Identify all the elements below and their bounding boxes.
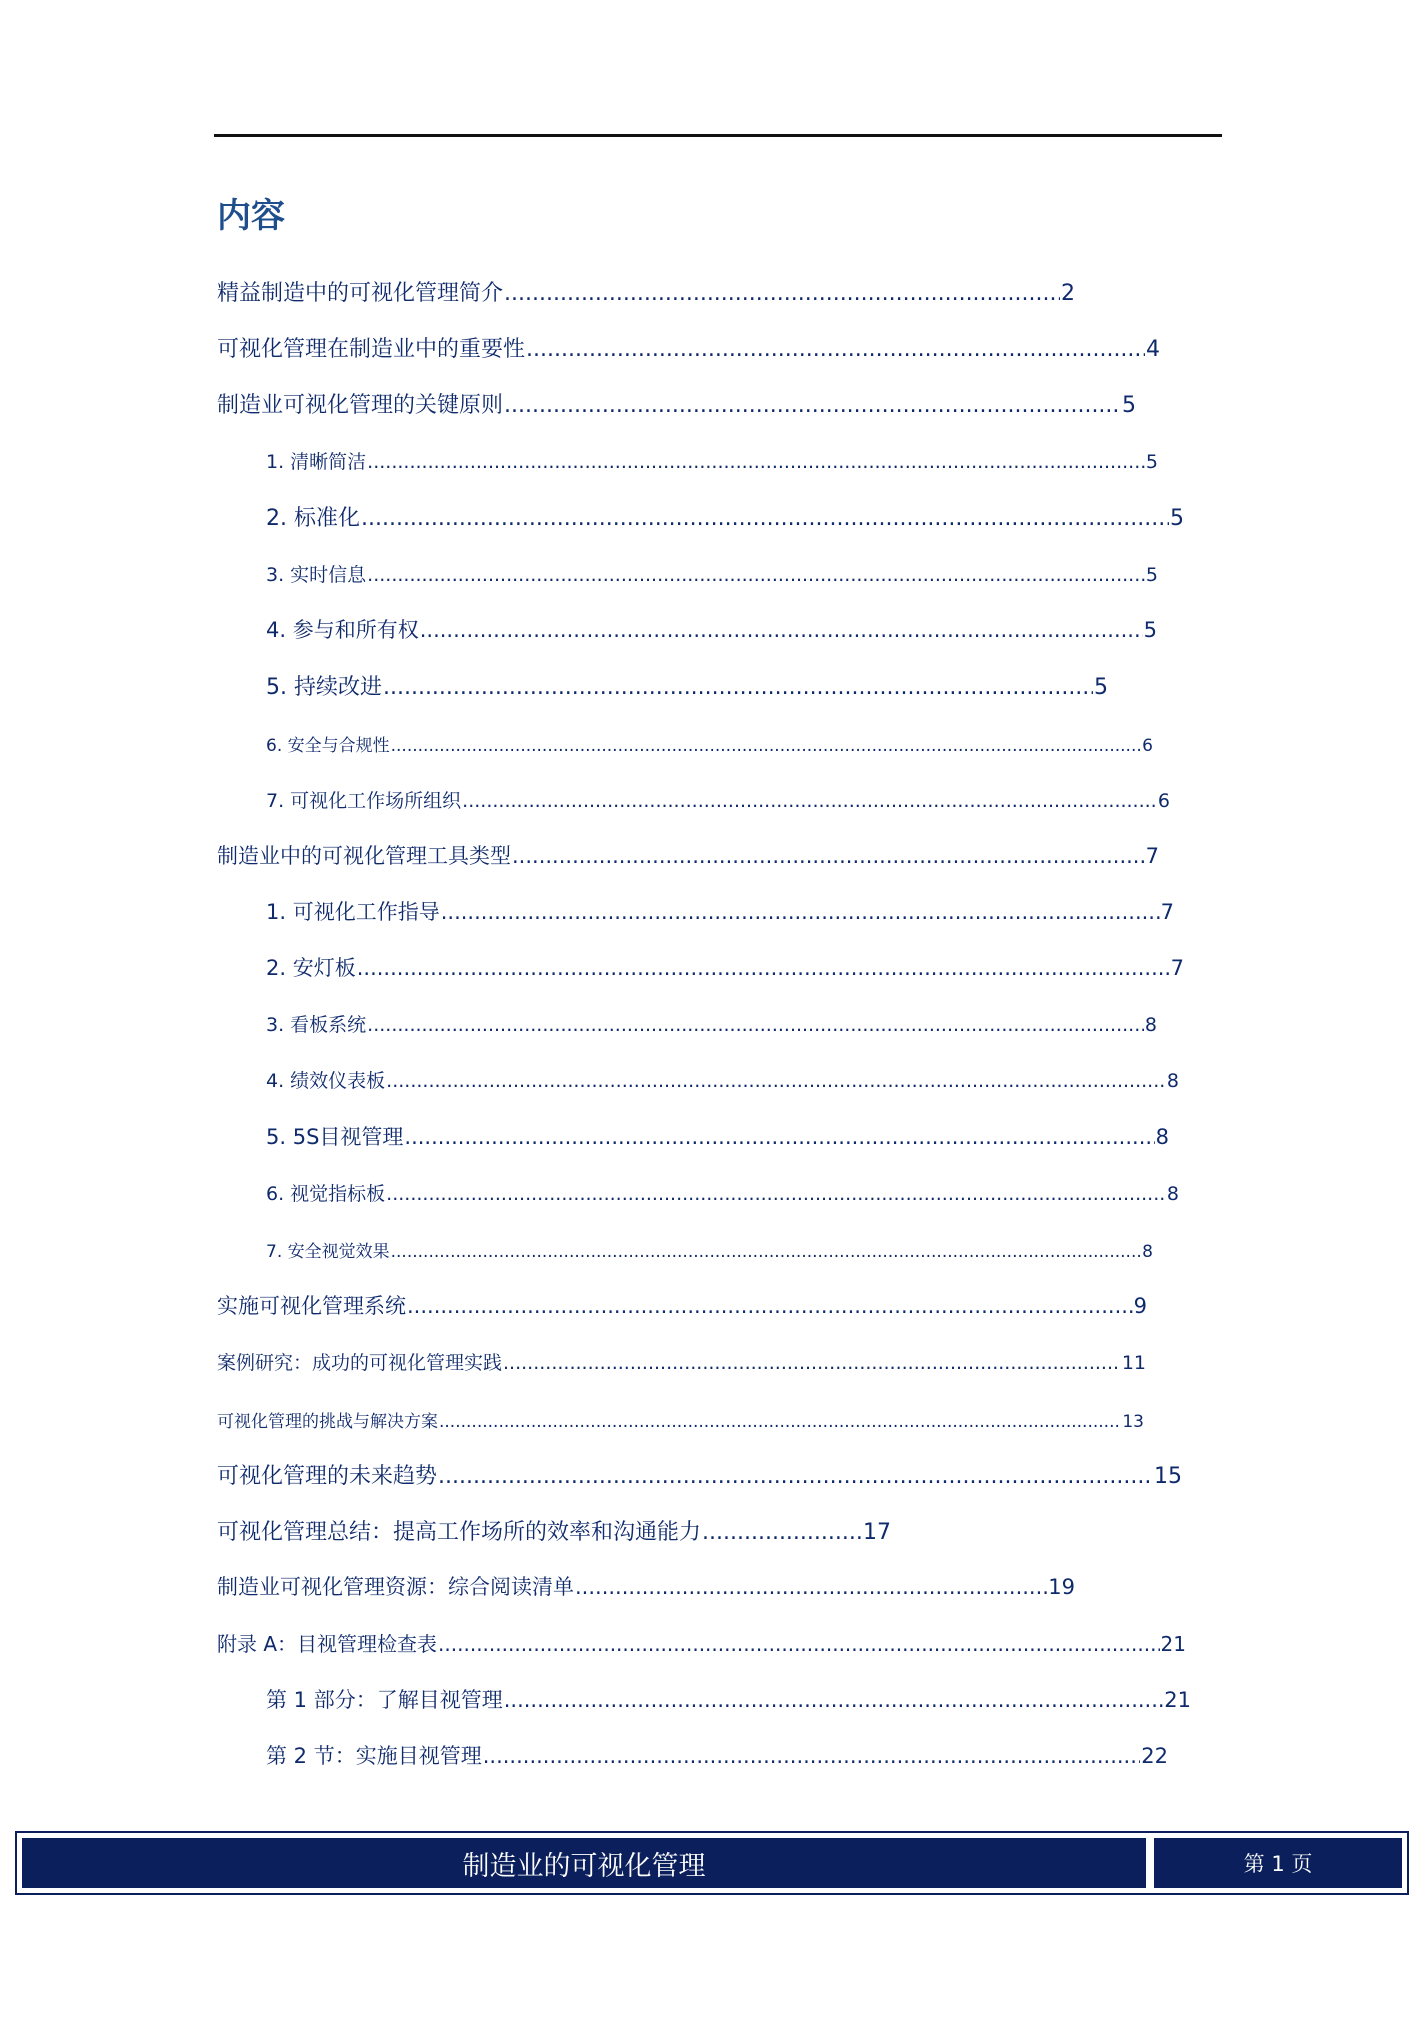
toc-entry-label: 3. 实时信息 bbox=[266, 564, 367, 586]
toc-entry-label: 制造业可视化管理资源：综合阅读清单 bbox=[217, 1575, 574, 1599]
toc-entry-label: 1. 清晰简洁 bbox=[266, 451, 367, 473]
toc-entry[interactable] bbox=[217, 276, 1075, 307]
toc-leader-dots bbox=[438, 1464, 1153, 1489]
toc-entry-page: 11 bbox=[1121, 1352, 1146, 1374]
toc-entry-label: 实施可视化管理系统 bbox=[217, 1294, 406, 1318]
toc-entry-page: 8 bbox=[1144, 1014, 1157, 1036]
toc-leader-dots bbox=[702, 1520, 862, 1545]
toc-entry-page: 21 bbox=[1164, 1688, 1191, 1712]
toc-leader-dots bbox=[357, 956, 1170, 980]
toc-entry[interactable] bbox=[266, 1010, 1157, 1037]
toc-entry-page: 4 bbox=[1146, 337, 1160, 362]
toc-entry-label: 5. 5S目视管理 bbox=[266, 1125, 404, 1149]
toc-entry-label: 制造业可视化管理的关键原则 bbox=[217, 393, 504, 418]
toc-entry-page: 15 bbox=[1154, 1464, 1182, 1489]
toc-entry-page: 19 bbox=[1048, 1575, 1075, 1599]
toc-entry[interactable] bbox=[217, 1290, 1147, 1320]
toc-entry-page: 8 bbox=[1142, 1242, 1153, 1262]
toc-leader-dots bbox=[512, 844, 1145, 868]
toc-entry[interactable] bbox=[266, 896, 1174, 926]
toc-entry-label: 2. 标准化 bbox=[266, 506, 360, 531]
toc-entry-label: 6. 视觉指标板 bbox=[266, 1183, 386, 1205]
toc-entry-label: 案例研究：成功的可视化管理实践 bbox=[217, 1352, 503, 1374]
toc-entry-label: 第 1 部分：了解目视管理 bbox=[266, 1688, 503, 1712]
toc-entry[interactable] bbox=[266, 1066, 1179, 1093]
toc-entry-label: 7. 安全视觉效果 bbox=[266, 1242, 390, 1262]
toc-entry[interactable] bbox=[266, 1684, 1191, 1714]
toc-leader-dots bbox=[504, 281, 1060, 306]
toc-entry-label: 2. 安灯板 bbox=[266, 956, 356, 980]
toc-entry[interactable] bbox=[217, 1571, 1075, 1601]
footer-title: 制造业的可视化管理 bbox=[22, 1838, 1146, 1888]
toc-entry-page: 7 bbox=[1145, 844, 1159, 868]
toc-leader-dots bbox=[407, 1294, 1133, 1318]
toc-leader-dots bbox=[503, 1352, 1121, 1374]
toc-leader-dots bbox=[386, 1183, 1166, 1205]
toc-leader-dots bbox=[404, 1125, 1154, 1149]
toc-entry[interactable] bbox=[217, 840, 1159, 870]
toc-entry-page: 7 bbox=[1170, 956, 1184, 980]
toc-entry[interactable] bbox=[217, 1459, 1182, 1490]
toc-leader-dots bbox=[575, 1575, 1047, 1599]
toc-entry-page: 8 bbox=[1166, 1183, 1179, 1205]
toc-leader-dots bbox=[391, 736, 1142, 756]
toc-entry-label: 可视化管理的挑战与解决方案 bbox=[217, 1412, 438, 1432]
toc-entry-page: 6 bbox=[1157, 790, 1170, 812]
toc-entry-label: 6. 安全与合规性 bbox=[266, 736, 390, 756]
toc-leader-dots bbox=[420, 618, 1143, 642]
toc-entry[interactable] bbox=[266, 670, 1108, 701]
toc-entry-page: 8 bbox=[1166, 1070, 1179, 1092]
toc-entry[interactable] bbox=[217, 1628, 1186, 1657]
toc-entry-label: 可视化管理在制造业中的重要性 bbox=[217, 337, 526, 362]
toc-entry[interactable] bbox=[217, 332, 1160, 363]
toc-entry-label: 制造业中的可视化管理工具类型 bbox=[217, 844, 511, 868]
toc-entry-page: 6 bbox=[1142, 736, 1153, 756]
toc-leader-dots bbox=[386, 1070, 1166, 1092]
toc-entry-page: 9 bbox=[1133, 1294, 1147, 1318]
toc-entry-page: 5 bbox=[1122, 393, 1136, 418]
toc-leader-dots bbox=[504, 393, 1121, 418]
toc-entry-page: 5 bbox=[1094, 675, 1108, 700]
toc-entry-page: 5 bbox=[1145, 564, 1158, 586]
toc-entry[interactable] bbox=[266, 447, 1158, 474]
toc-leader-dots bbox=[441, 900, 1160, 924]
toc-entry-label: 可视化管理总结：提高工作场所的效率和沟通能力 bbox=[217, 1520, 702, 1545]
toc-leader-dots bbox=[504, 1688, 1164, 1712]
toc-entry-label: 附录 A：目视管理检查表 bbox=[217, 1632, 438, 1656]
toc-leader-dots bbox=[361, 506, 1169, 531]
toc-entry[interactable] bbox=[266, 1237, 1153, 1262]
toc-entry[interactable] bbox=[266, 952, 1184, 982]
toc-entry[interactable] bbox=[266, 1121, 1169, 1151]
toc-entry[interactable] bbox=[266, 786, 1170, 813]
toc-entry-page: 2 bbox=[1061, 281, 1075, 306]
toc-leader-dots bbox=[462, 790, 1157, 812]
toc-entry[interactable] bbox=[266, 560, 1158, 587]
toc-entry-label: 1. 可视化工作指导 bbox=[266, 900, 440, 924]
toc-entry[interactable] bbox=[266, 614, 1157, 644]
toc-leader-dots bbox=[439, 1412, 1121, 1432]
toc-entry[interactable] bbox=[266, 1179, 1179, 1206]
toc-leader-dots bbox=[367, 1014, 1144, 1036]
toc-entry-page: 22 bbox=[1141, 1744, 1168, 1768]
toc-entry-label: 4. 参与和所有权 bbox=[266, 618, 419, 642]
toc-entry[interactable] bbox=[217, 1348, 1146, 1375]
toc-entry[interactable] bbox=[217, 388, 1136, 419]
toc-entry[interactable] bbox=[266, 501, 1184, 532]
toc-leader-dots bbox=[483, 1744, 1141, 1768]
toc-entry[interactable] bbox=[266, 1740, 1168, 1770]
toc-entry-label: 第 2 节：实施目视管理 bbox=[266, 1744, 482, 1768]
toc-entry-label: 3. 看板系统 bbox=[266, 1014, 367, 1036]
toc-entry[interactable] bbox=[217, 1515, 891, 1546]
toc-leader-dots bbox=[383, 675, 1093, 700]
top-rule bbox=[214, 134, 1222, 137]
toc-leader-dots bbox=[391, 1242, 1142, 1262]
toc-leader-dots bbox=[367, 564, 1145, 586]
toc-entry-page: 8 bbox=[1155, 1125, 1169, 1149]
toc-entry-page: 13 bbox=[1122, 1412, 1144, 1432]
toc-entry-label: 4. 绩效仪表板 bbox=[266, 1070, 386, 1092]
toc-entry-page: 21 bbox=[1160, 1632, 1186, 1656]
toc-entry[interactable] bbox=[217, 1407, 1144, 1432]
toc-entry-page: 17 bbox=[863, 1520, 891, 1545]
toc-entry-label: 精益制造中的可视化管理简介 bbox=[217, 281, 504, 306]
toc-title: 内容 bbox=[217, 196, 285, 236]
toc-entry-label: 5. 持续改进 bbox=[266, 675, 382, 700]
toc-entry[interactable] bbox=[266, 731, 1153, 756]
toc-leader-dots bbox=[526, 337, 1145, 362]
toc-leader-dots bbox=[438, 1632, 1160, 1656]
toc-entry-page: 5 bbox=[1143, 618, 1157, 642]
toc-entry-page: 7 bbox=[1160, 900, 1174, 924]
toc-entry-label: 7. 可视化工作场所组织 bbox=[266, 790, 462, 812]
toc-entry-page: 5 bbox=[1145, 451, 1158, 473]
footer-page-number: 第 1 页 bbox=[1154, 1838, 1402, 1888]
toc-entry-label: 可视化管理的未来趋势 bbox=[217, 1464, 438, 1489]
toc-leader-dots bbox=[367, 451, 1145, 473]
toc-entry-page: 5 bbox=[1170, 506, 1184, 531]
